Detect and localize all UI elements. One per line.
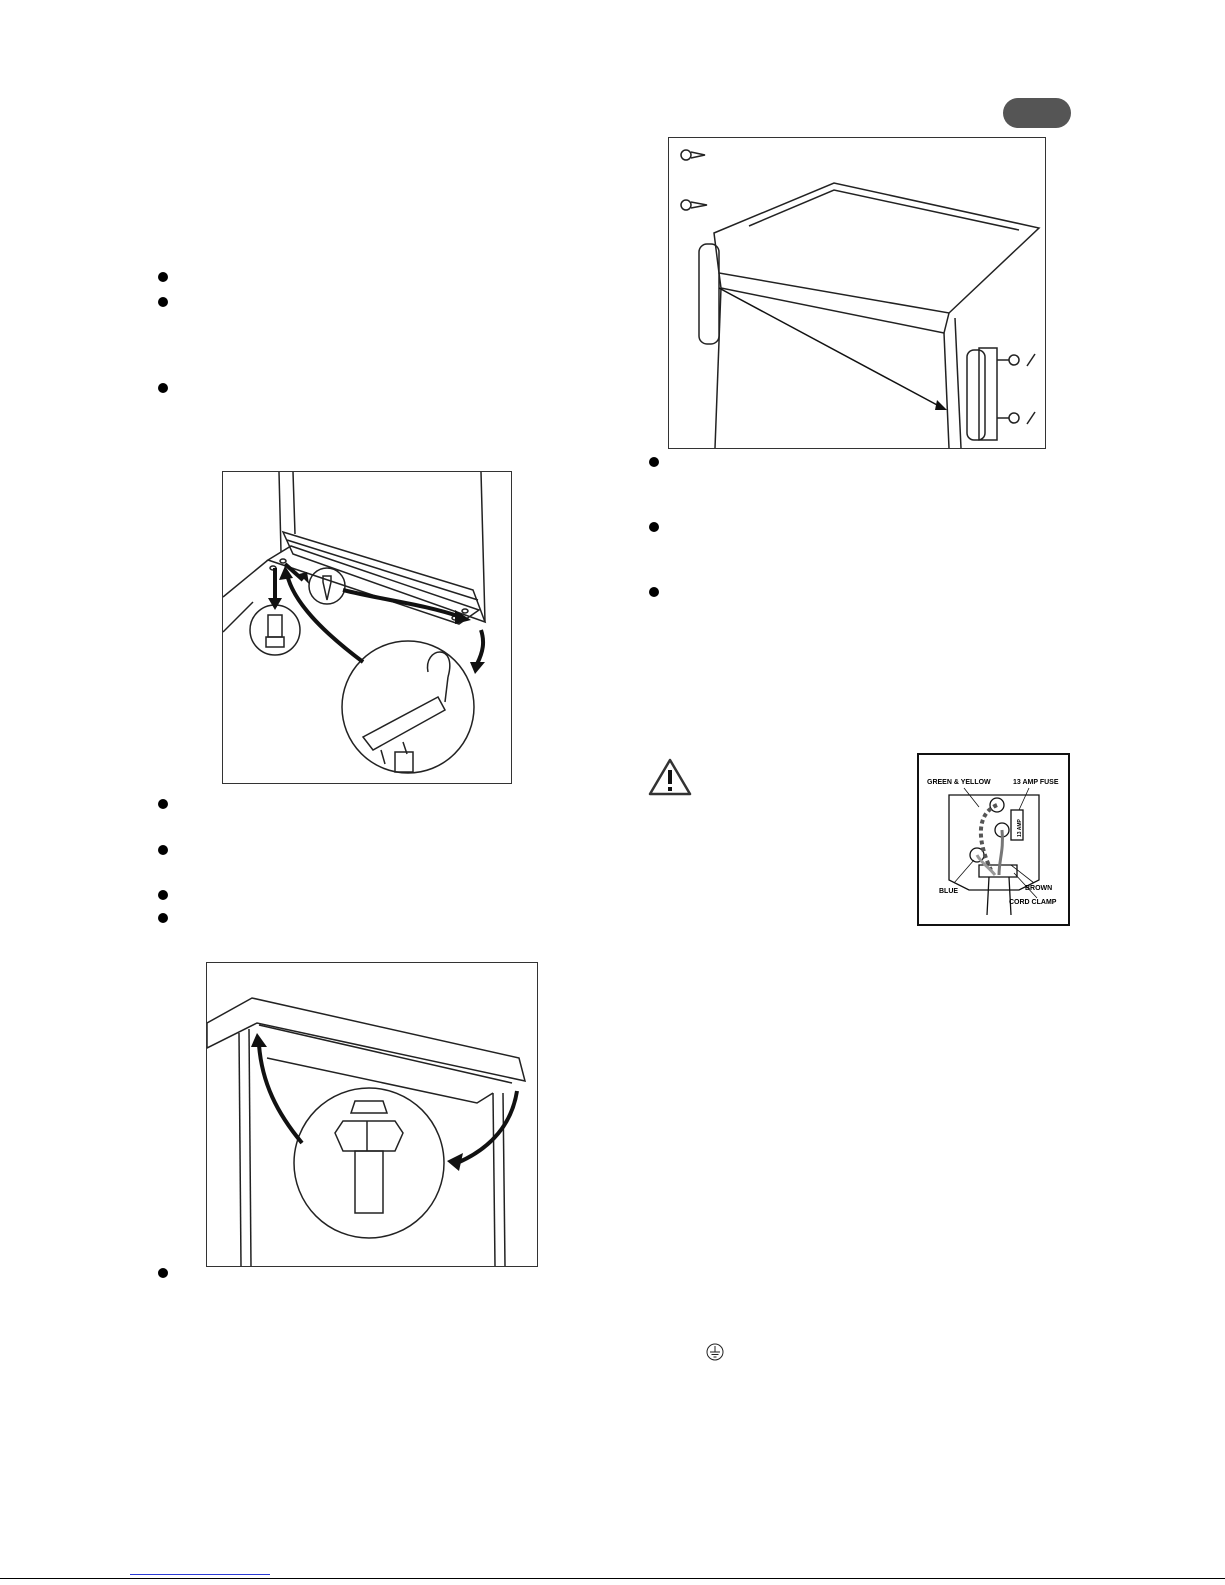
- bullet: [158, 272, 168, 282]
- label-green-yellow: GREEN & YELLOW: [927, 779, 991, 786]
- top-pin-illustration: [207, 963, 537, 1266]
- footer-rule: [0, 1578, 1225, 1579]
- figure-hinge-removal: [222, 471, 512, 784]
- bullet: [649, 457, 659, 467]
- bullet: [649, 587, 659, 597]
- bullet: [158, 383, 168, 393]
- figure-handle-transfer: [668, 137, 1046, 449]
- plug-wiring-diagram: [919, 755, 1068, 924]
- figure-top-pin: [206, 962, 538, 1267]
- bullet: [158, 1268, 168, 1278]
- hinge-illustration: [223, 472, 511, 783]
- bullet: [158, 890, 168, 900]
- footer-link-underline[interactable]: [130, 1574, 270, 1575]
- bullet: [158, 913, 168, 923]
- warning-triangle-icon: [647, 757, 693, 797]
- earth-symbol-icon: [706, 1343, 724, 1361]
- label-cord-clamp: CORD CLAMP: [1009, 899, 1057, 906]
- bullet: [158, 799, 168, 809]
- label-fuse: 13 AMP FUSE: [1013, 779, 1059, 786]
- language-tab: [1003, 98, 1071, 128]
- figure-plug-wiring: [917, 753, 1070, 926]
- label-brown: BROWN: [1025, 885, 1053, 892]
- bullet: [158, 297, 168, 307]
- bullet: [649, 522, 659, 532]
- label-fuse-body: 13 AMP: [1017, 819, 1023, 837]
- label-blue: BLUE: [939, 888, 959, 895]
- handle-illustration: [669, 138, 1045, 448]
- bullet: [158, 845, 168, 855]
